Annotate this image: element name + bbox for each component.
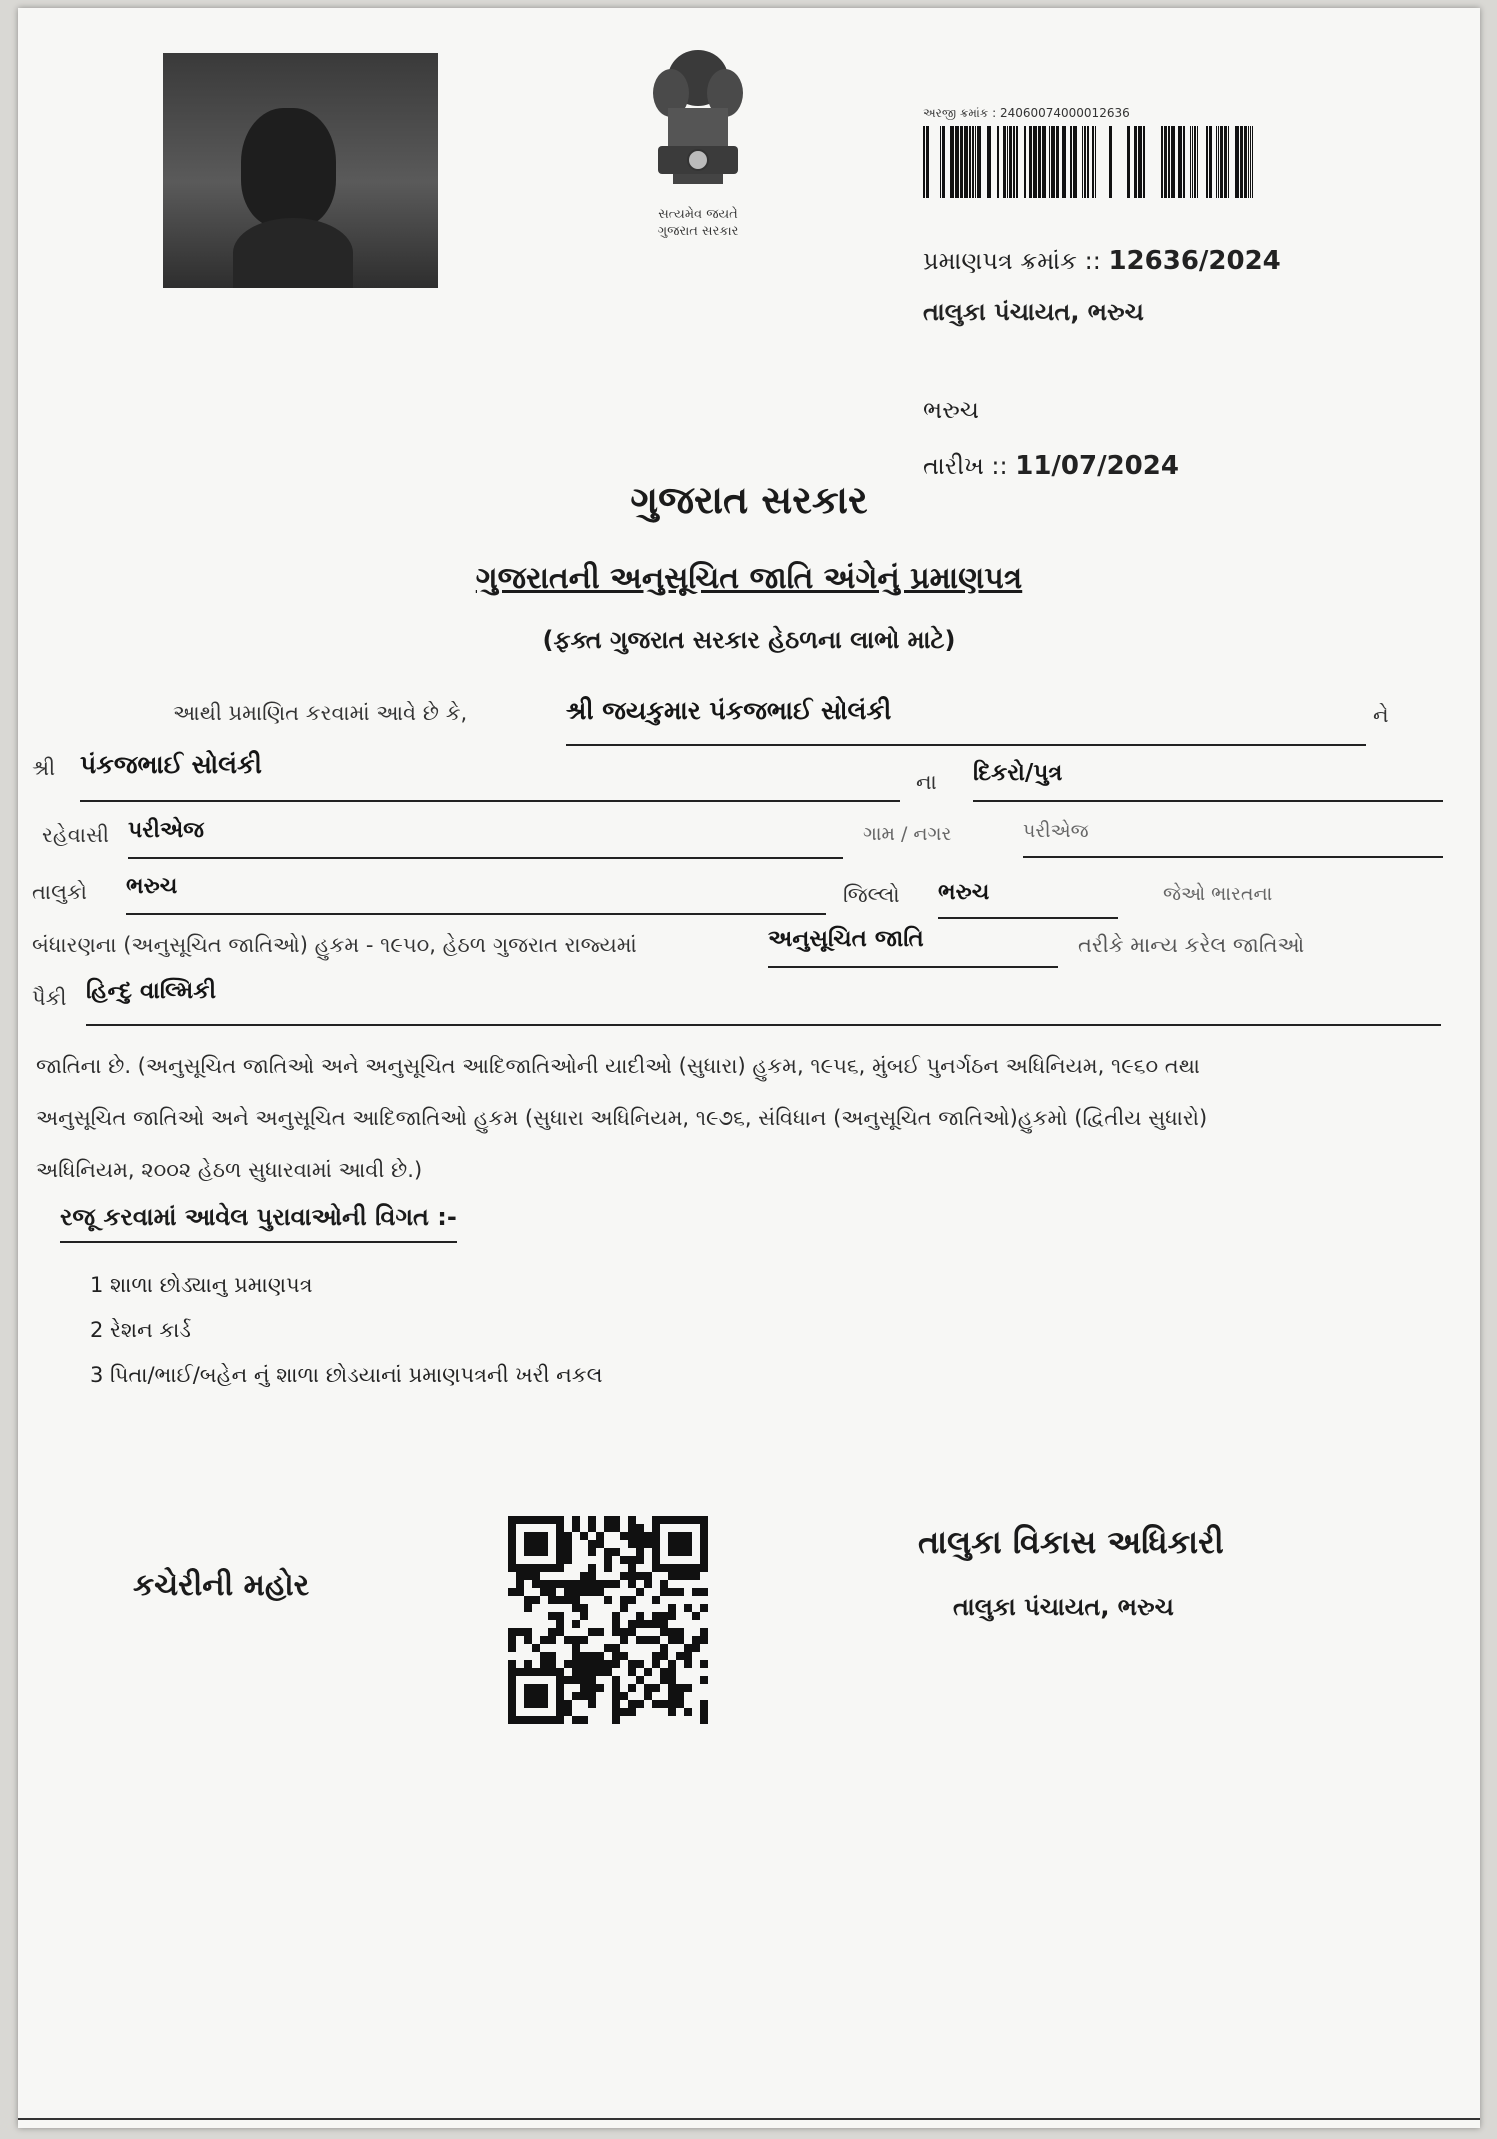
issuing-office: તાલુકા પંચાયત, ભરુચ <box>923 298 1144 326</box>
resident-value: પરીએજ <box>128 818 843 859</box>
district-value: ભરુચ <box>938 880 1118 919</box>
caste-value: હિન્દુ વાલ્મિકી <box>86 978 1441 1026</box>
applicant-photo <box>163 53 438 288</box>
evidence-item: 2 રેશન કાર્ડ <box>90 1318 191 1342</box>
certificate-number: 12636/2024 <box>1108 246 1281 276</box>
issue-place: ભરુચ <box>923 396 979 424</box>
office-seal-label: કચેરીની મહોર <box>133 1568 310 1603</box>
relation: દિકરો/પુત્ર <box>973 760 1443 802</box>
certificate-title: ગુજરાતની અનુસૂચિત જાતિ અંગેનું પ્રમાણપત્ર <box>475 561 1023 596</box>
legal-paragraph: જાતિના છે. (અનુસૂચિત જાતિઓ અને અનુસૂચિત આદિજાતિઓની યાદીઓ (સુધારા) હુકમ, ૧૯૫૬, મુંબઈ પુનર્ગઠન અધિનિયમ, ૧૯૬૦ તથા અનુસૂચિત જાતિઓ અને અનુસૂચિત આદિજાતિઓ હુકમ (સુધારા અધિનિયમ, ૧૯૭૬, સંવિધાન (અનુસૂચિત જાતિઓ)હુકમો (દ્વિતીય સુધારો) અધિનિયમ, ૨૦૦૨ હેઠળ સુધારવામાં આવી છે.) <box>36 1054 1208 1182</box>
evidence-heading: રજૂ કરવામાં આવેલ પુરાવાઓની વિગત :- <box>60 1203 457 1243</box>
recognized-text: તરીકે માન્ય કરેલ જાતિઓ <box>1078 933 1305 957</box>
evidence-item: 1 શાળા છોડ્યાનુ પ્રમાણપત્ર <box>90 1273 313 1297</box>
village-value: પરીએજ <box>1023 820 1443 858</box>
ashoka-emblem-icon <box>633 38 763 198</box>
jeo-label: જેઓ ભારતના <box>1163 883 1273 905</box>
taluka-label: તાલુકો <box>32 880 88 904</box>
na-label: ના <box>916 770 937 794</box>
certificate-number-row <box>923 246 1281 276</box>
officer-office: તાલુકા પંચાયત, ભરુચ <box>953 1593 1174 1621</box>
officer-title: તાલુકા વિકાસ અધિકારી <box>918 1523 1224 1561</box>
evidence-item: 3 પિતા/ભાઈ/બહેન નું શાળા છોડયાનાં પ્રમાણપત્રની ખરી નકલ <box>90 1363 603 1387</box>
certificate-number-label: પ્રમાણપત્ર ક્રમાંક :: <box>923 247 1101 275</box>
page-footer-line <box>18 2118 1480 2120</box>
category-value: અનુસૂચિત જાતિ <box>768 926 1058 968</box>
applicant-name: શ્રી જયકુમાર પંકજભાઈ સોલંકી <box>566 696 1366 746</box>
barcode <box>923 126 1253 198</box>
qr-code <box>508 1516 708 1724</box>
resident-label: રહેવાસી <box>42 823 110 847</box>
intro-text: આથી પ્રમાણિત કરવામાં આવે છે કે, <box>173 701 468 725</box>
shri-label: શ્રી <box>32 756 56 780</box>
father-name: પંકજભાઈ સોલંકી <box>80 750 900 802</box>
district-label: જિલ્લો <box>843 883 900 907</box>
certificate-note: (ફક્ત ગુજરાત સરકાર હેઠળના લાભો માટે) <box>542 626 956 654</box>
certificate-page <box>18 8 1480 2128</box>
issue-date-label: તારીખ :: <box>923 452 1008 480</box>
suffix-ne: ને <box>1373 703 1389 727</box>
emblem-caption: સત્યમેવ જયતે ગુજરાત સરકાર <box>657 207 739 239</box>
village-label: ગામ / નગર <box>863 823 952 845</box>
constitution-text: બંધારણના (અનુસૂચિત જાતિઓ) હુકમ - ૧૯૫૦, હેઠળ ગુજરાત રાજ્યમાં <box>32 933 637 957</box>
paiki-label: પૈકી <box>32 986 67 1010</box>
taluka-value: ભરુચ <box>126 874 826 915</box>
application-number: અરજી ક્રમાંક : 24060074000012636 <box>923 106 1130 120</box>
issue-date-row <box>923 451 1179 481</box>
issue-date: 11/07/2024 <box>1015 451 1179 481</box>
government-title: ગુજરાત સરકાર <box>630 478 868 522</box>
